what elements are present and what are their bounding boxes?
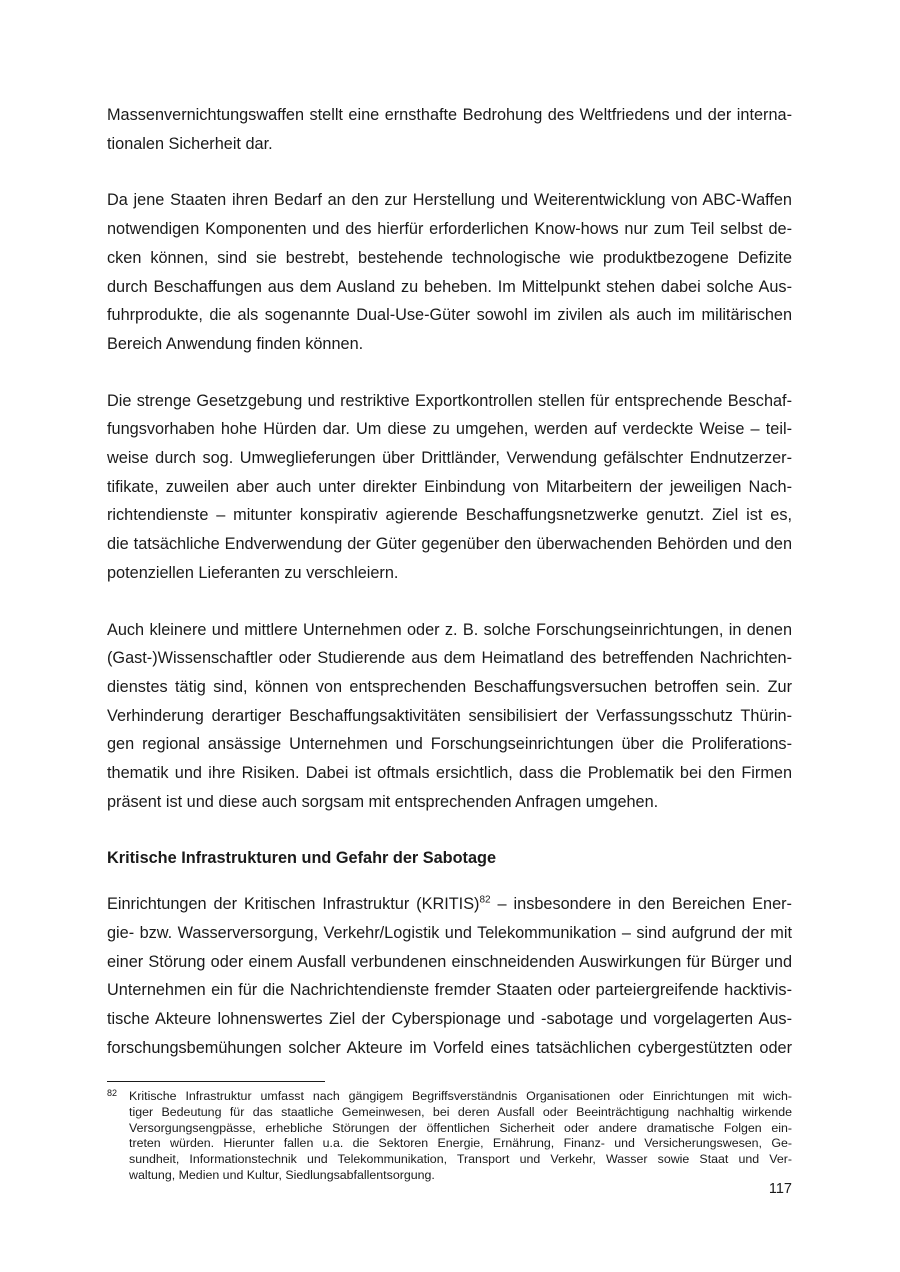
paragraph-2 <box>107 186 792 358</box>
paragraph-line: potenziellen Lieferanten zu verschleiern. <box>107 563 399 582</box>
paragraph-line: fungsvorhaben hohe Hürden dar. Um diese zu umgehen, werden auf verdeckte Weise – teil- <box>107 420 792 439</box>
paragraph-1 <box>107 101 792 158</box>
paragraph-line: gie- bzw. Wasserversorgung, Verkehr/Logistik und Telekommunikation – sind aufgrund der mit <box>107 923 792 942</box>
paragraph-line: Massenvernichtungswaffen stellt eine ernsthafte Bedrohung des Weltfriedens und der interna- <box>107 106 792 124</box>
paragraph-line: Da jene Staaten ihren Bedarf an den zur Herstellung und Weiterentwicklung von ABC-Waffen <box>107 191 792 210</box>
paragraph-line: dienstes tätig sind, können von entsprechenden Beschaffungsversuchen betroffen sein. Zur <box>107 677 792 696</box>
paragraph-line: Verhinderung derartiger Beschaffungsaktivitäten sensibilisiert der Verfassungsschutz Thürin- <box>107 706 792 725</box>
paragraph-3 <box>107 387 792 588</box>
paragraph-line: die tatsächliche Endverwendung der Güter gegenüber den überwachenden Behörden und den <box>107 535 792 554</box>
line-text: – insbesondere in den Bereichen Ener- <box>490 895 792 914</box>
paragraph-line: präsent ist und diese auch sorgsam mit entsprechenden Anfragen umgehen. <box>107 792 659 811</box>
footnote <box>107 1089 792 1184</box>
paragraph-line: notwendigen Komponenten und des hierfür erforderlichen Know-hows nur zum Teil selbst de- <box>107 220 792 239</box>
footnote-line: tiger Bedeutung für das staatliche Gemeinwesen, bei deren Ausfall oder Beeinträchtigung nachhaltig wirkende <box>129 1104 792 1119</box>
paragraph-line: durch Beschaffungen aus dem Ausland zu beheben. Im Mittelpunkt stehen dabei solche Aus- <box>107 277 792 296</box>
footnote-line: sundheit, Informationstechnik und Telekommunikation, Transport und Verkehr, Wasser sowie Staat und Ver- <box>129 1152 792 1167</box>
footnote-line: Kritische Infrastruktur umfasst nach gängigem Begriffsverständnis Organisationen oder Einrichtungen mit wich- <box>129 1089 792 1103</box>
footnote-line: treten würden. Hierunter fallen u.a. die Sektoren Energie, Ernährung, Finanz- und Versicherungswesen, Ge- <box>129 1136 792 1151</box>
paragraph-line: richtendienste – mitunter konspirativ agierende Beschaffungsnetzwerke genutzt. Ziel ist es, <box>107 506 792 525</box>
footnote-line: waltung, Medien und Kultur, Siedlungsabfallentsorgung. <box>129 1167 435 1182</box>
paragraph-kritis <box>107 890 792 1062</box>
page-body <box>107 101 792 1062</box>
footnote-separator <box>107 1081 325 1082</box>
footnote-line: Versorgungsengpässe, erhebliche Störungen der öffentlichen Sicherheit oder andere dramatische Folgen ein- <box>129 1120 792 1135</box>
paragraph-line: Auch kleinere und mittlere Unternehmen oder z. B. solche Forschungseinrichtungen, in denen <box>107 620 792 639</box>
section-heading: Kritische Infrastrukturen und Gefahr der Sabotage <box>107 849 497 868</box>
paragraph-line-with-footnote-ref <box>107 890 792 919</box>
footnote-reference[interactable]: 82 <box>479 894 491 906</box>
paragraph-line: Unternehmen ein für die Nachrichtendienste fremder Staaten oder parteiergreifende hacktivis- <box>107 981 792 1000</box>
paragraph-line: Die strenge Gesetzgebung und restriktive Exportkontrollen stellen für entsprechende Beschaf- <box>107 391 792 410</box>
paragraph-line: forschungsbemühungen solcher Akteure im Vorfeld eines tatsächlichen cybergestützten oder <box>107 1038 792 1057</box>
footnote-text <box>129 1089 792 1184</box>
paragraph-line: (Gast-)Wissenschaftler oder Studierende aus dem Heimatland des betreffenden Nachrichten- <box>107 649 792 668</box>
footnote-number: 82 <box>107 1088 118 1098</box>
line-text: Einrichtungen der Kritischen Infrastruktur (KRITIS) <box>107 895 480 914</box>
paragraph-line: einer Störung oder einem Ausfall verbundenen einschneidenden Auswirkungen für Bürger und <box>107 952 792 971</box>
page-number: 117 <box>768 1181 792 1197</box>
paragraph-line: thematik und ihre Risiken. Dabei ist oftmals ersichtlich, dass die Problematik bei den Firmen <box>107 764 792 783</box>
paragraph-line: cken können, sind sie bestrebt, bestehende technologische wie produktbezogene Defizite <box>107 248 792 267</box>
paragraph-line: Bereich Anwendung finden können. <box>107 334 364 353</box>
paragraph-4 <box>107 616 792 817</box>
paragraph-line: tifikate, zuweilen aber auch unter direkter Einbindung von Mitarbeitern der jeweiligen Nach- <box>107 477 792 496</box>
paragraph-line: weise durch sog. Umweglieferungen über Drittländer, Verwendung gefälschter Endnutzerzer- <box>107 449 792 468</box>
paragraph-line: gen regional ansässige Unternehmen und Forschungseinrichtungen über die Proliferations- <box>107 735 792 754</box>
paragraph-line: tionalen Sicherheit dar. <box>107 134 273 153</box>
paragraph-line: fuhrprodukte, die als sogenannte Dual-Use-Güter sowohl im zivilen als auch im militärischen <box>107 306 792 325</box>
paragraph-line: tische Akteure lohnenswertes Ziel der Cyberspionage und -sabotage und vorgelagerten Aus- <box>107 1009 792 1028</box>
